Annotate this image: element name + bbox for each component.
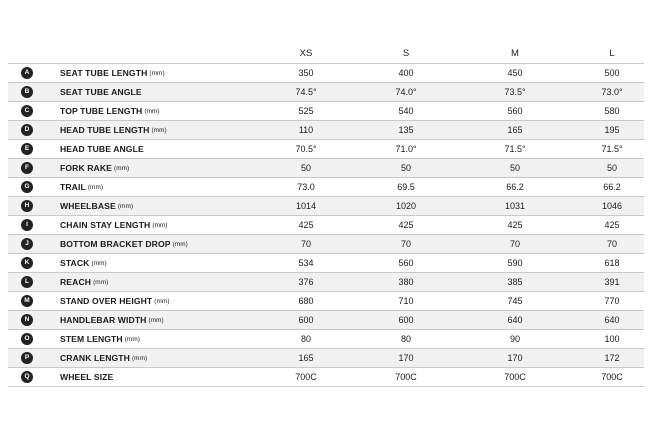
row-label-text: CRANK LENGTH [60, 353, 130, 363]
row-label-text: SEAT TUBE ANGLE [60, 87, 142, 97]
cell-xs: 165 [298, 353, 314, 363]
cell-m: 640 [507, 315, 523, 325]
row-label [60, 254, 107, 272]
cell-xs: 350 [298, 68, 314, 78]
cell-l: 580 [604, 106, 620, 116]
row-label [60, 330, 140, 348]
cell-s: 71.0° [395, 144, 417, 154]
row-key-badge [20, 254, 34, 272]
cell-l: 73.0° [601, 87, 623, 97]
row-label-text: WHEEL SIZE [60, 372, 114, 382]
row-label [60, 102, 160, 120]
row-label-unit: (mm) [172, 240, 188, 248]
row-label-text: TOP TUBE LENGTH [60, 106, 143, 116]
cell-xs: 534 [298, 258, 314, 268]
row-label-unit: (mm) [149, 69, 165, 77]
row-label [60, 121, 167, 139]
cell-xs: 700C [295, 372, 317, 382]
table-row [8, 64, 644, 83]
cell-l: 1046 [601, 201, 623, 211]
cell-l: 71.5° [601, 144, 623, 154]
row-label-text: STACK [60, 258, 90, 268]
row-key-letter: E [21, 143, 33, 155]
row-label-text: REACH [60, 277, 92, 287]
row-label-text: WHEELBASE [60, 201, 116, 211]
cell-xs: 73.0 [297, 182, 315, 192]
geometry-table [8, 44, 644, 387]
cell-xs: 110 [298, 125, 314, 135]
row-key-letter: A [21, 67, 33, 79]
cell-s: 170 [398, 353, 414, 363]
header-row [8, 44, 644, 64]
table-row [8, 197, 644, 216]
table-row [8, 121, 644, 140]
row-key-letter: O [21, 333, 33, 345]
cell-s: 74.0° [395, 87, 417, 97]
row-label-text: SEAT TUBE LENGTH [60, 68, 148, 78]
row-key-letter: G [21, 181, 33, 193]
row-key-letter: P [21, 352, 33, 364]
table-row [8, 140, 644, 159]
row-key-badge [20, 83, 34, 101]
row-label [60, 64, 165, 82]
table-row [8, 102, 644, 121]
row-key-badge [20, 140, 34, 158]
cell-l: 391 [604, 277, 620, 287]
cell-m: 71.5° [504, 144, 526, 154]
row-key-letter: Q [21, 371, 33, 383]
size-header-m: M [511, 48, 519, 59]
row-label [60, 178, 103, 196]
row-label [60, 216, 168, 234]
row-label-text: TRAIL [60, 182, 86, 192]
row-key-badge [20, 178, 34, 196]
table-row [8, 83, 644, 102]
cell-s: 400 [398, 68, 414, 78]
row-label [60, 159, 129, 177]
row-key-badge [20, 349, 34, 367]
row-label-text: HEAD TUBE ANGLE [60, 144, 144, 154]
cell-xs: 70.5° [295, 144, 317, 154]
row-label-unit: (mm) [93, 278, 109, 286]
row-label-unit: (mm) [87, 183, 104, 191]
row-key-badge [20, 292, 34, 310]
table-row [8, 159, 644, 178]
cell-xs: 680 [298, 296, 314, 306]
cell-m: 170 [507, 353, 523, 363]
cell-m: 560 [507, 106, 523, 116]
row-label-unit: (mm) [117, 202, 134, 210]
cell-l: 66.2 [603, 182, 621, 192]
row-label-text: FORK RAKE [60, 163, 112, 173]
table-row [8, 178, 644, 197]
cell-l: 172 [604, 353, 620, 363]
cell-s: 600 [398, 315, 414, 325]
row-key-badge [20, 64, 34, 82]
cell-m: 50 [509, 163, 520, 173]
cell-l: 100 [604, 334, 620, 344]
row-label-unit: (mm) [144, 107, 160, 115]
table-row [8, 273, 644, 292]
row-label-unit: (mm) [131, 354, 148, 362]
cell-xs: 50 [300, 163, 311, 173]
row-label [60, 368, 115, 386]
cell-m: 1031 [504, 201, 526, 211]
table-body [8, 64, 644, 387]
row-label [60, 83, 144, 101]
cell-m: 70 [509, 239, 520, 249]
row-key-letter: J [21, 238, 33, 250]
row-label-text: STAND OVER HEIGHT [60, 296, 153, 306]
row-key-letter: C [21, 105, 33, 117]
row-key-badge [20, 368, 34, 386]
cell-xs: 376 [298, 277, 314, 287]
row-label-text: HANDLEBAR WIDTH [60, 315, 147, 325]
row-label-unit: (mm) [91, 259, 107, 267]
row-key-letter: M [21, 295, 33, 307]
row-label [60, 292, 170, 310]
cell-s: 1020 [395, 201, 417, 211]
row-key-badge [20, 197, 34, 215]
cell-xs: 74.5° [295, 87, 317, 97]
table-row [8, 292, 644, 311]
table-row [8, 254, 644, 273]
table-row [8, 311, 644, 330]
size-header-xs: XS [299, 48, 313, 59]
row-label-unit: (mm) [154, 297, 170, 305]
cell-l: 50 [606, 163, 617, 173]
cell-s: 70 [400, 239, 411, 249]
cell-s: 80 [400, 334, 411, 344]
row-key-badge [20, 273, 34, 291]
cell-xs: 1014 [295, 201, 317, 211]
row-key-badge [20, 102, 34, 120]
row-key-badge [20, 159, 34, 177]
row-label [60, 349, 147, 367]
cell-l: 425 [604, 220, 620, 230]
row-label [60, 197, 133, 215]
row-label-unit: (mm) [152, 221, 168, 229]
table-row [8, 330, 644, 349]
row-key-letter: N [21, 314, 33, 326]
row-key-letter: B [21, 86, 33, 98]
row-key-badge [20, 235, 34, 253]
cell-s: 540 [398, 106, 414, 116]
row-key-letter: D [21, 124, 33, 136]
row-key-letter: H [21, 200, 33, 212]
cell-m: 90 [509, 334, 520, 344]
cell-s: 710 [398, 296, 414, 306]
cell-m: 66.2 [506, 182, 524, 192]
row-key-letter: F [21, 162, 33, 174]
row-label-unit: (mm) [113, 164, 130, 172]
row-key-letter: L [21, 276, 33, 288]
cell-xs: 70 [300, 239, 311, 249]
cell-m: 450 [507, 68, 523, 78]
cell-l: 700C [601, 372, 623, 382]
cell-xs: 425 [298, 220, 314, 230]
cell-l: 640 [604, 315, 620, 325]
cell-m: 385 [507, 277, 523, 287]
row-key-letter: I [21, 219, 33, 231]
cell-s: 135 [398, 125, 414, 135]
cell-l: 618 [604, 258, 620, 268]
cell-s: 560 [398, 258, 414, 268]
row-label-text: CHAIN STAY LENGTH [60, 220, 151, 230]
row-key-badge [20, 121, 34, 139]
cell-m: 700C [504, 372, 526, 382]
row-label [60, 273, 108, 291]
row-label [60, 235, 188, 253]
table-row [8, 349, 644, 368]
cell-m: 745 [507, 296, 523, 306]
cell-l: 770 [604, 296, 620, 306]
cell-l: 70 [606, 239, 617, 249]
size-header-l: L [609, 48, 615, 59]
row-key-badge [20, 330, 34, 348]
cell-xs: 80 [300, 334, 311, 344]
cell-l: 195 [604, 125, 620, 135]
row-label-text: BOTTOM BRACKET DROP [60, 239, 171, 249]
cell-s: 425 [398, 220, 414, 230]
size-header-s: S [402, 48, 410, 59]
row-label [60, 311, 164, 329]
cell-s: 50 [400, 163, 411, 173]
table-row [8, 235, 644, 254]
row-key-badge [20, 216, 34, 234]
row-label-text: STEM LENGTH [60, 334, 123, 344]
row-key-badge [20, 311, 34, 329]
row-label-unit: (mm) [151, 126, 167, 134]
cell-s: 700C [395, 372, 417, 382]
cell-s: 380 [398, 277, 414, 287]
row-label-text: HEAD TUBE LENGTH [60, 125, 150, 135]
table-row [8, 216, 644, 235]
cell-l: 500 [604, 68, 620, 78]
row-label [60, 140, 146, 158]
cell-xs: 525 [298, 106, 314, 116]
row-label-unit: (mm) [148, 316, 164, 324]
row-key-letter: K [21, 257, 33, 269]
row-label-unit: (mm) [124, 335, 140, 343]
cell-s: 69.5 [397, 182, 415, 192]
table-row [8, 368, 644, 387]
cell-m: 73.5° [504, 87, 526, 97]
cell-xs: 600 [298, 315, 314, 325]
cell-m: 165 [507, 125, 523, 135]
cell-m: 590 [507, 258, 523, 268]
cell-m: 425 [507, 220, 523, 230]
